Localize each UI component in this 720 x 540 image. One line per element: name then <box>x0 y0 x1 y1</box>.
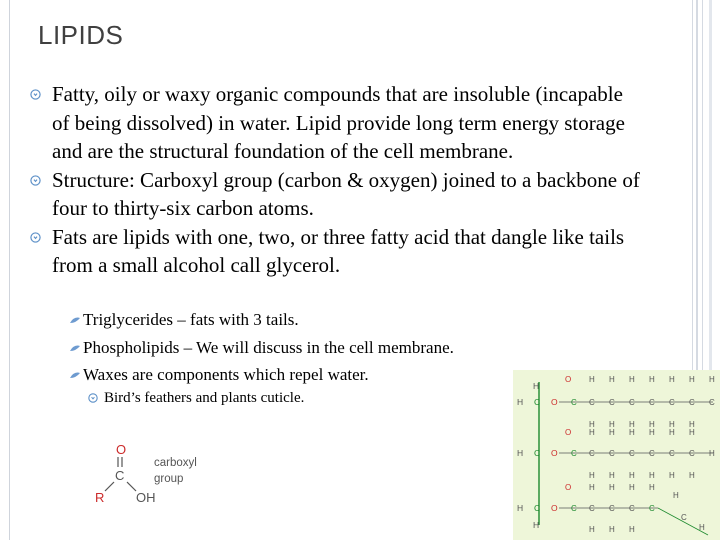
leaf-bullet-icon <box>70 372 80 379</box>
svg-text:C: C <box>629 504 635 513</box>
circle-bullet-icon <box>30 89 41 100</box>
svg-text:H: H <box>649 375 655 384</box>
circle-bullet-icon <box>88 393 98 403</box>
bullet-list <box>30 80 642 280</box>
sub-bullet-text: Waxes are components which repel water. <box>83 365 369 384</box>
svg-text:C: C <box>629 398 635 407</box>
svg-text:C: C <box>709 398 715 407</box>
svg-text:H: H <box>669 428 675 437</box>
svg-text:H: H <box>609 471 615 480</box>
svg-text:H: H <box>709 375 715 384</box>
svg-text:C: C <box>571 398 577 407</box>
svg-text:H: H <box>669 471 675 480</box>
svg-text:C: C <box>681 513 687 522</box>
carboxyl-r: R <box>95 490 105 505</box>
circle-bullet-icon <box>30 232 41 243</box>
svg-text:H: H <box>649 471 655 480</box>
sub-bullet-text: Triglycerides – fats with 3 tails. <box>83 310 299 329</box>
bullet-text: Fatty, oily or waxy organic compounds that are insoluble (incapable of being dissolved) in water. Lipid provide long term energy storage and are the structural foundation of the cell membrane. <box>52 82 625 163</box>
svg-text:C: C <box>609 398 615 407</box>
left-margin-rule <box>9 0 10 540</box>
svg-text:C: C <box>649 449 655 458</box>
svg-text:H: H <box>609 420 615 429</box>
svg-text:H: H <box>629 471 635 480</box>
svg-text:O: O <box>565 483 572 492</box>
svg-text:H: H <box>689 471 695 480</box>
svg-text:C: C <box>589 504 595 513</box>
sub-sub-bullet-item <box>88 389 428 407</box>
svg-text:H: H <box>609 483 615 492</box>
svg-text:H: H <box>699 523 705 532</box>
svg-text:H: H <box>609 428 615 437</box>
svg-text:H: H <box>669 420 675 429</box>
atom-h: H <box>533 520 540 530</box>
svg-text:H: H <box>589 471 595 480</box>
atom-c: C <box>534 448 541 458</box>
svg-text:H: H <box>649 428 655 437</box>
svg-text:H: H <box>609 375 615 384</box>
atom-c: C <box>534 503 541 513</box>
svg-text:H: H <box>589 420 595 429</box>
svg-text:H: H <box>609 525 615 534</box>
svg-text:H: H <box>629 375 635 384</box>
svg-text:H: H <box>629 428 635 437</box>
svg-text:H: H <box>689 420 695 429</box>
sub-sub-bullet-list <box>88 389 428 407</box>
sub-sub-bullet-text: Bird’s feathers and plants cuticle. <box>104 390 305 406</box>
sub-bullet-item <box>70 361 590 389</box>
svg-text:O: O <box>565 428 572 437</box>
leaf-bullet-icon <box>70 317 80 324</box>
circle-bullet-icon <box>30 175 41 186</box>
leaf-bullet-icon <box>70 345 80 352</box>
bullet-item <box>30 80 642 166</box>
sub-bullet-item <box>70 306 590 334</box>
svg-text:H: H <box>629 420 635 429</box>
svg-text:H: H <box>629 525 635 534</box>
svg-text:C: C <box>571 449 577 458</box>
svg-text:O: O <box>565 375 572 384</box>
atom-h: H <box>533 381 540 391</box>
atom-o: O <box>551 397 558 407</box>
sub-bullet-text: Phospholipids – We will discuss in the cell membrane. <box>83 337 454 357</box>
svg-text:H: H <box>689 375 695 384</box>
svg-text:C: C <box>689 449 695 458</box>
bullet-item <box>30 223 642 280</box>
carboxyl-oh: OH <box>136 490 156 505</box>
carboxyl-c: C <box>115 468 125 483</box>
svg-text:C: C <box>609 504 615 513</box>
svg-text:H: H <box>709 449 715 458</box>
bullet-item <box>30 166 642 223</box>
svg-text:C: C <box>689 398 695 407</box>
triglyceride-structure-diagram <box>513 370 720 540</box>
svg-text:H: H <box>649 483 655 492</box>
svg-text:H: H <box>669 375 675 384</box>
bullet-text: Fats are lipids with one, two, or three fatty acid that dangle like tails from a small alcohol call glycerol. <box>52 224 625 277</box>
svg-text:C: C <box>609 449 615 458</box>
svg-text:H: H <box>589 525 595 534</box>
carboxyl-group-diagram <box>90 440 200 510</box>
svg-text:H: H <box>689 428 695 437</box>
bond-line <box>105 482 114 491</box>
sub-bullet-list <box>70 306 590 389</box>
svg-text:C: C <box>669 398 675 407</box>
svg-text:H: H <box>649 420 655 429</box>
svg-text:C: C <box>589 449 595 458</box>
carboxyl-label-line1: carboxyl <box>154 457 197 469</box>
svg-text:C: C <box>589 398 595 407</box>
svg-text:C: C <box>629 449 635 458</box>
svg-text:C: C <box>649 504 655 513</box>
atom-h: H <box>517 448 524 458</box>
atom-h: H <box>517 503 524 513</box>
svg-text:H: H <box>589 428 595 437</box>
svg-text:H: H <box>589 483 595 492</box>
slide-title: LIPIDS <box>38 20 124 50</box>
svg-text:H: H <box>673 491 679 500</box>
atom-o: O <box>551 503 558 513</box>
svg-text:C: C <box>669 449 675 458</box>
bullet-text: Structure: Carboxyl group (carbon & oxygen) joined to a backbone of four to thirty-six carbon atoms. <box>52 167 640 220</box>
carboxyl-label-line2: group <box>154 473 184 485</box>
bond-line <box>127 482 136 491</box>
atom-c: C <box>534 397 541 407</box>
atom-h: H <box>517 397 524 407</box>
carboxyl-o-top: O <box>116 442 127 457</box>
atom-o: O <box>551 448 558 458</box>
svg-text:H: H <box>589 375 595 384</box>
svg-text:C: C <box>571 504 577 513</box>
svg-text:H: H <box>629 483 635 492</box>
sub-bullet-item <box>70 334 590 362</box>
svg-text:C: C <box>649 398 655 407</box>
